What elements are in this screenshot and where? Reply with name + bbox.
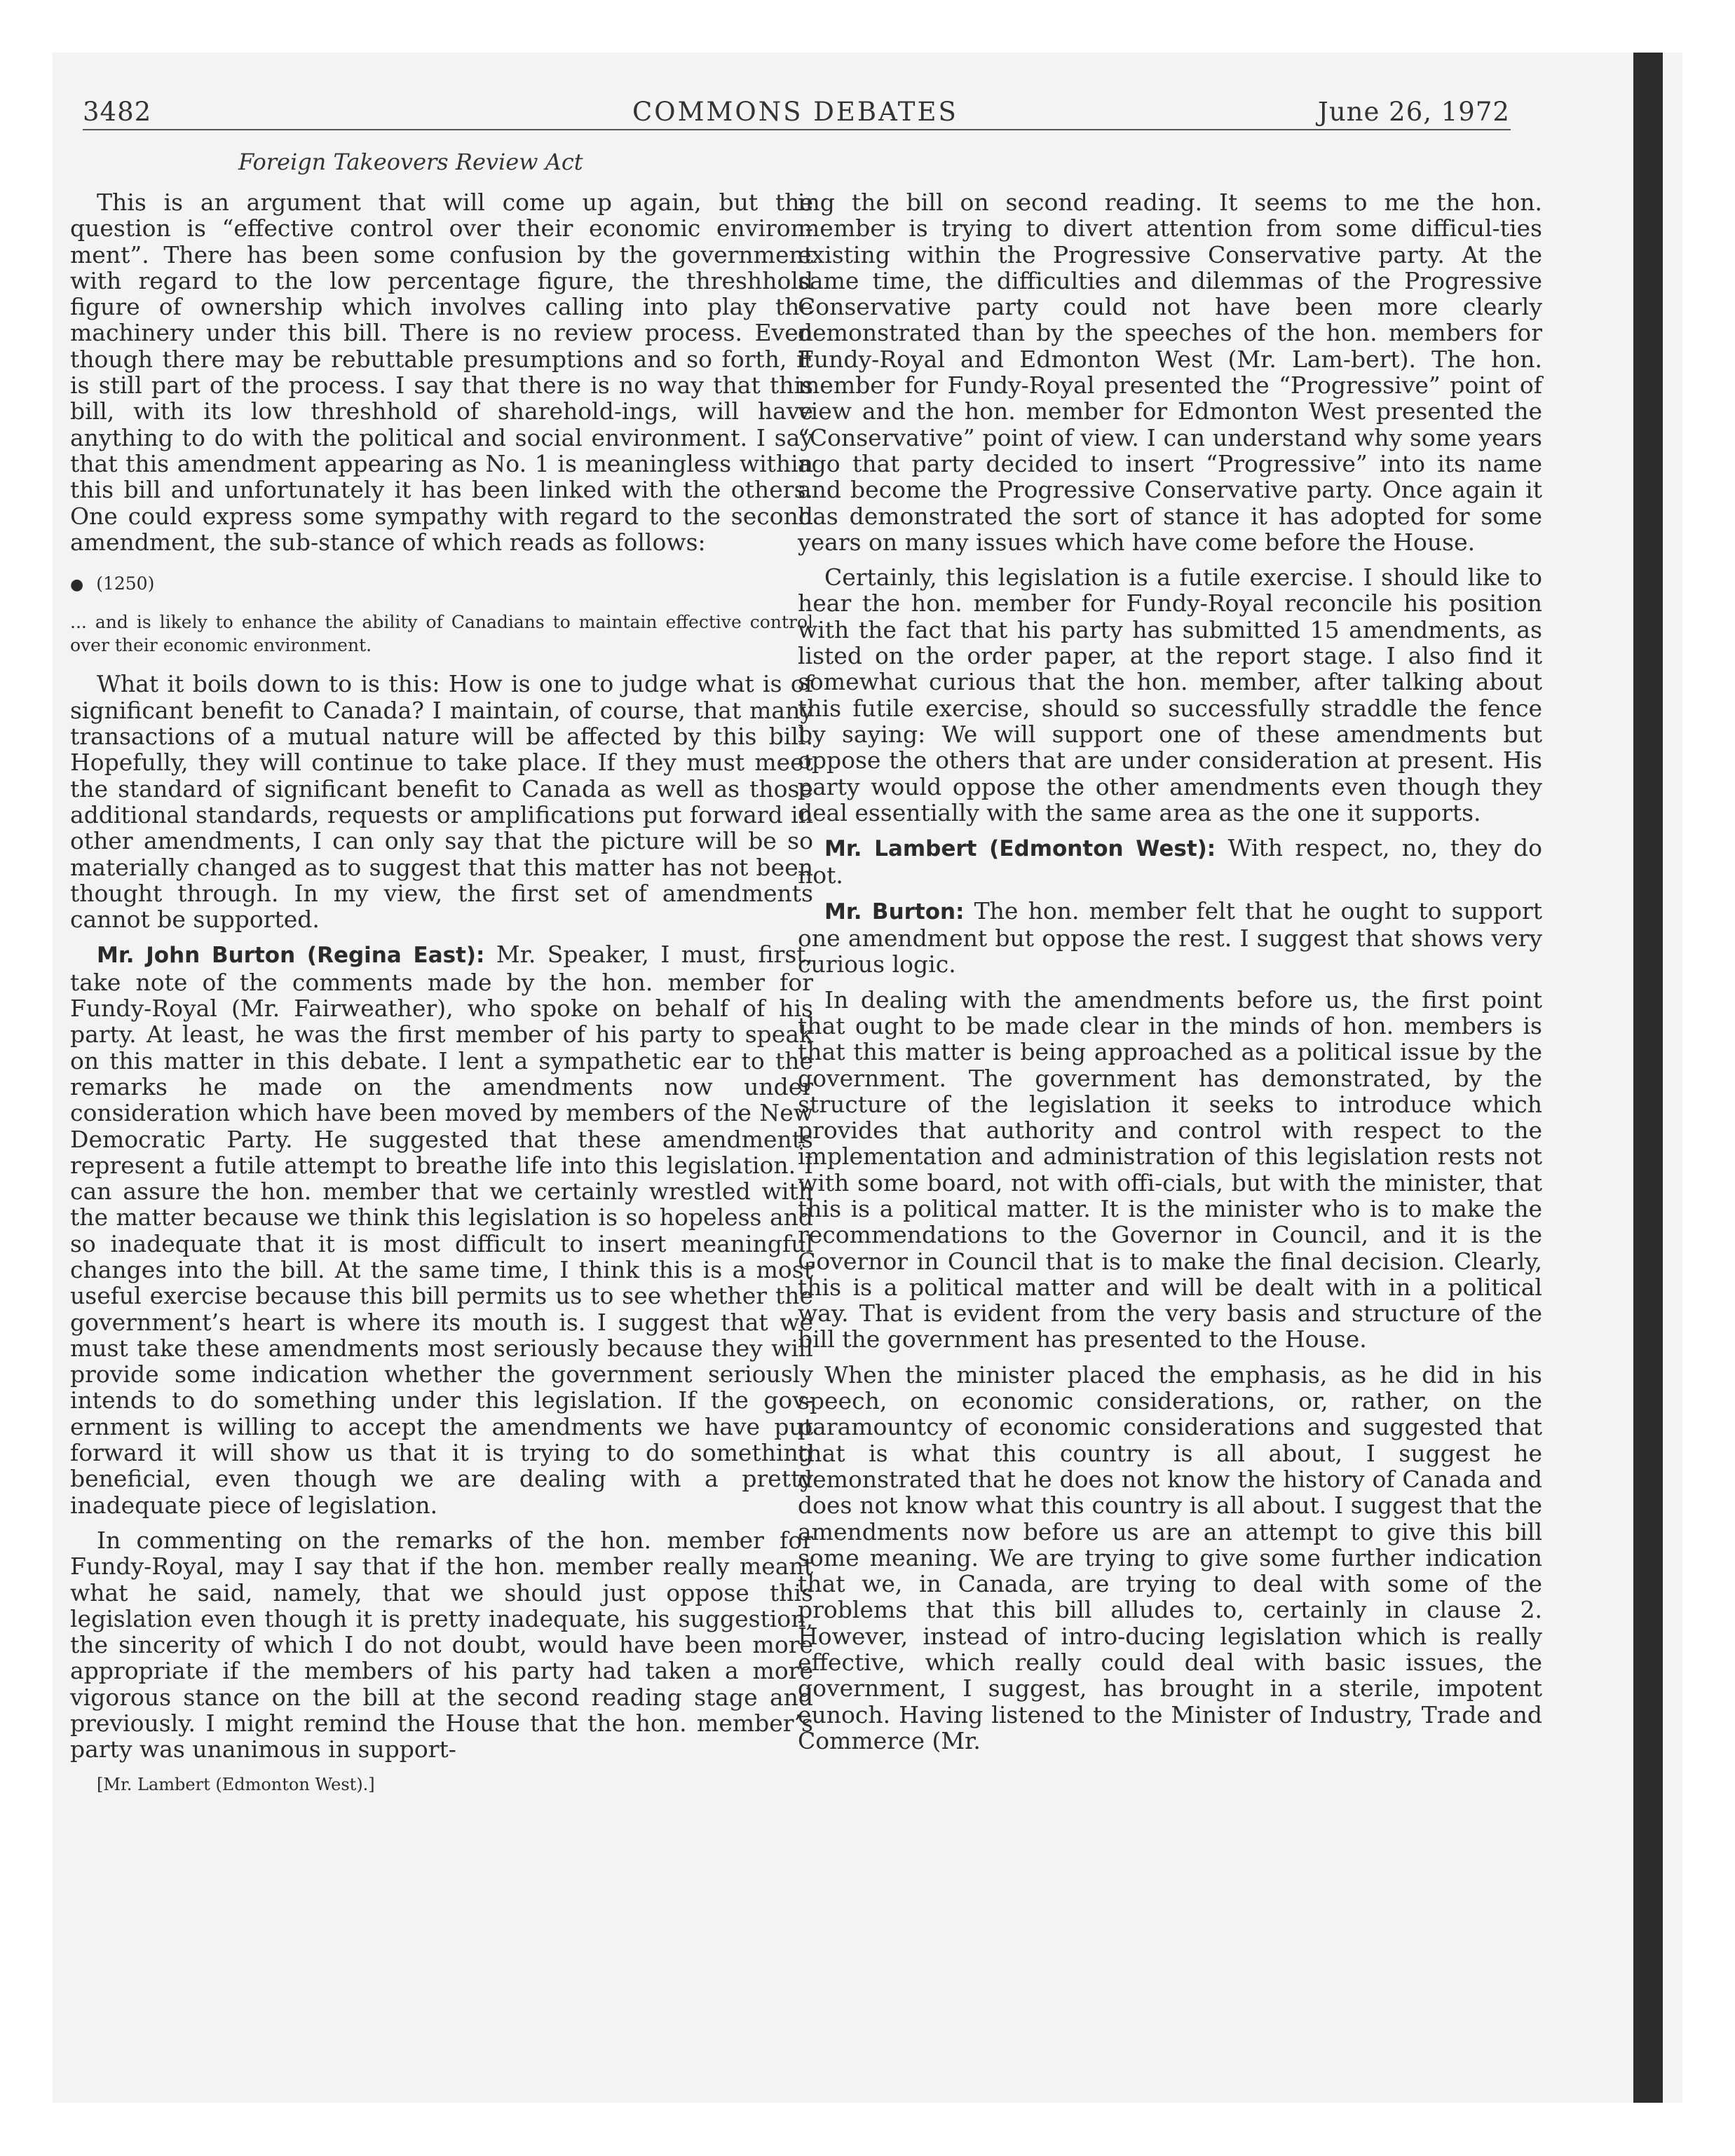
- right-column: [798, 189, 1542, 1763]
- speech-paragraph: [70, 941, 813, 1518]
- scan-edge-shadow: [1633, 53, 1663, 2103]
- attribution: [Mr. Lambert (Edmonton West).]: [97, 1774, 375, 1794]
- bullet-icon: ●: [70, 576, 84, 594]
- page-number: 3482: [83, 97, 152, 127]
- paragraph: In commenting on the remarks of the hon. member for Fundy-Royal, may I say that if the hon. member really meant what he said, namely, that we should just oppose this legislation even though it is pretty inadequate, his suggestion, the sincerity of which I do not doubt, would have been more appropriate if the members of his party had taken a more vigorous stance on the bill at the second reading stage and previously. I might remind the House that the hon. member’s party was unanimous in support-: [70, 1526, 813, 1763]
- paragraph: When the minister placed the emphasis, as he did in his speech, on economic considerations, or, rather, on the paramountcy of economic considerations and suggested that that is what this country is all about, I suggest he demonstrated that he does not know the history of Canada and does not know what this country is all about. I suggest that the amendments now before us are an attempt to give this bill some meaning. We are trying to give some further indication that we, in Canada, are trying to deal with some of the problems that this bill alludes to, certainly in clause 2. However, instead of intro-ducing legislation which is really effective, which really could deal with basic issues, the government, I suggest, has brought in a sterile, impotent eunoch. Having listened to the Minister of Industry, Trade and Commerce (Mr.: [798, 1360, 1542, 1754]
- speaker-name: Mr. Burton:: [824, 899, 965, 925]
- speech-text: The hon. member felt that he ought to support one amendment but oppose the rest. I suggest that shows very curious logic.: [798, 896, 1542, 978]
- timestamp: [70, 571, 813, 598]
- header-rule: [83, 129, 1511, 130]
- speech-paragraph: [798, 835, 1542, 889]
- speech-text: Mr. Speaker, I must, first, take note of the comments made by the hon. member for Fundy-Royal (Mr. Fairweather), who spoke on behalf of his party. At least, he was the first member of his party to speak on this matter in this debate. I lent a sympathetic ear to the remarks he made on the amendments now under consideration which have been moved by members of the New Democratic Party. He suggested that these amendments represent a futile attempt to breathe life into this legislation. I can assure the hon. member that we certainly wrestled with the matter because we think this legislation is so hopeless and so inadequate that it is most difficult to insert meaningful changes into the bill. At the same time, I think this is a most useful exercise because this bill permits us to see whether the government’s heart is where its mouth is. I suggest that we must take these amendments most seriously because they will provide some indication whether the government seriously intends to do something under this legislation. If the gov-ernment is willing to accept the amendments we have put forward it will show us that it is trying to do something beneficial, even though we are dealing with a pretty inadequate piece of legislation.: [70, 941, 814, 1519]
- publication-title: COMMONS DEBATES: [632, 97, 958, 127]
- speech-text: With respect, no, they do not.: [798, 834, 1542, 889]
- speech-paragraph: [798, 898, 1542, 978]
- paragraph: ing the bill on second reading. It seems to me the hon. member is trying to divert attention from some difficul-ties existing within the Progressive Conservative party. At the same time, the difficulties and dilemmas of the Progressive Conservative party could not have been more clearly demonstrated than by the speeches of the hon. members for Fundy-Royal and Edmonton West (Mr. Lam-bert). The hon. member for Fundy-Royal presented the “Progressive” point of view and the hon. member for Edmonton West presented the “Conservative” point of view. I can understand why some years ago that party decided to insert “Progressive” into its name and become the Progressive Conservative party. Once again it has demonstrated the sort of stance it has adopted for some years on many issues which have come before the House.: [798, 189, 1542, 556]
- running-title: Foreign Takeovers Review Act: [238, 149, 583, 175]
- page-date: June 26, 1972: [1318, 97, 1510, 127]
- paragraph: What it boils down to is this: How is one to judge what is of significant benefit to Canada? I maintain, of course, that many transactions of a mutual nature will be affected by this bill. Hopefully, they will continue to take place. If they must meet the standard of significant benefit to Canada as well as those additional standards, requests or amplifications put forward in other amendments, I can only say that the picture will be so materially changed as to suggest that this matter has not been thought through. In my view, the first set of amendments cannot be supported.: [70, 670, 813, 934]
- paragraph: In dealing with the amendments before us, the first point that ought to be made clear in the minds of hon. members is that this matter is being approached as a political issue by the government. The government has demonstrated, by the structure of the legislation it seeks to introduce which provides that authority and control with respect to the implementation and administration of this legislation rests not with some board, not with offi-cials, but with the minister, that this is a political matter. It is the minister who is to make the recommendations to the Governor in Council, and it is the Governor in Council that is to make the final decision. Clearly, this is a political matter and will be dealt with in a political way. That is evident from the very basis and structure of the bill the government has presented to the House.: [798, 985, 1542, 1353]
- quoted-amendment: ... and is likely to enhance the ability of Canadians to maintain effective control over their economic environment.: [70, 612, 813, 656]
- left-column: [70, 189, 813, 1807]
- paragraph: Certainly, this legislation is a futile exercise. I should like to hear the hon. member for Fundy-Royal reconcile his position with the fact that his party has submitted 15 amendments, as listed on the order paper, at the report stage. I also find it somewhat curious that the hon. member, after talking about this futile exercise, should so successfully straddle the fence by saying: We will support one of these amendments but oppose the others that are under consideration at present. His party would oppose the other amendments even though they deal essentially with the same area as the one it supports.: [798, 564, 1542, 826]
- speaker-name: Mr. John Burton (Regina East):: [97, 943, 485, 969]
- speaker-name: Mr. Lambert (Edmonton West):: [824, 836, 1216, 862]
- paragraph: This is an argument that will come up again, but the question is “effective control over their economic environ-ment”. There has been some confusion by the government with regard to the low percentage figure, the threshhold figure of ownership which involves calling into play the machinery under this bill. There is no review process. Even though there may be rebuttable presumptions and so forth, it is still part of the process. I say that there is no way that this bill, with its low threshhold of sharehold-ings, will have anything to do with the political and social environment. I say that this amendment appearing as No. 1 is meaningless within this bill and unfortunately it has been linked with the others. One could express some sympathy with regard to the second amendment, the sub-stance of which reads as follows:: [70, 189, 813, 556]
- timestamp-value: (1250): [96, 573, 155, 594]
